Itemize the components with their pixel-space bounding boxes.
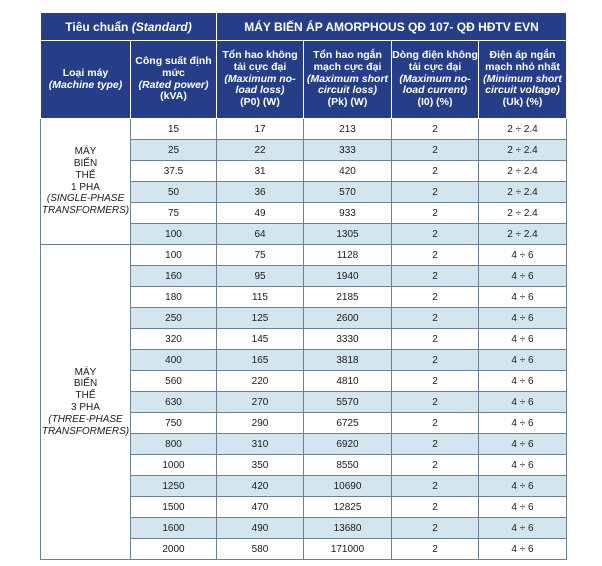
no-load-loss-cell: 470: [217, 497, 304, 518]
no-load-loss-cell: 115: [217, 287, 304, 308]
short-circuit-loss-cell: 10690: [304, 476, 392, 497]
no-load-loss-cell: 310: [217, 434, 304, 455]
short-circuit-loss-cell: 2600: [304, 308, 392, 329]
column-header-en: (Maximum short circuit loss): [306, 72, 389, 97]
short-circuit-loss-cell: 3330: [304, 329, 392, 350]
machine-type-line: MÁY: [74, 366, 97, 378]
machine-type-line: THẾ: [75, 169, 96, 181]
column-header-vn: Công suất định mức: [135, 55, 212, 79]
rated-power-cell: 750: [131, 413, 217, 434]
machine-type-line: THẾ: [75, 390, 96, 402]
no-load-current-cell: 2: [392, 497, 479, 518]
column-header-vn: Điện áp ngắn mạch nhỏ nhất: [485, 49, 560, 73]
column-header-vn: Tổn hao không tải cực đại: [222, 49, 298, 73]
short-circuit-loss-cell: 8550: [304, 455, 392, 476]
short-circuit-loss-cell: 933: [304, 203, 392, 224]
column-header-unit: (P0) (W): [240, 96, 280, 109]
rated-power-cell: 100: [131, 245, 217, 266]
short-circuit-loss-cell: 2185: [304, 287, 392, 308]
short-circuit-voltage-cell: 4 ÷ 6: [479, 497, 567, 518]
column-header-en: (Maximum no-load loss): [224, 72, 296, 97]
rated-power-cell: 25: [131, 140, 217, 161]
short-circuit-loss-cell: 5570: [304, 392, 392, 413]
no-load-loss-cell: 165: [217, 350, 304, 371]
short-circuit-voltage-cell: 2 ÷ 2.4: [479, 161, 567, 182]
rated-power-cell: 50: [131, 182, 217, 203]
short-circuit-voltage-cell: 4 ÷ 6: [479, 266, 567, 287]
column-header-en: (Rated power): [138, 78, 209, 91]
short-circuit-loss-cell: 12825: [304, 497, 392, 518]
no-load-current-cell: 2: [392, 455, 479, 476]
no-load-loss-cell: 22: [217, 140, 304, 161]
short-circuit-loss-cell: 6725: [304, 413, 392, 434]
table-title: MÁY BIẾN ÁP AMORPHOUS QĐ 107- QĐ HĐTV EVN: [217, 13, 567, 41]
no-load-current-cell: 2: [392, 371, 479, 392]
column-header-vn: Tổn hao ngắn mạch cực đại: [313, 49, 382, 73]
machine-type-line: 1 PHA: [71, 181, 100, 193]
no-load-loss-cell: 290: [217, 413, 304, 434]
short-circuit-voltage-cell: 2 ÷ 2.4: [479, 140, 567, 161]
short-circuit-loss-cell: 333: [304, 140, 392, 161]
rated-power-cell: 400: [131, 350, 217, 371]
rated-power-cell: 100: [131, 224, 217, 245]
rated-power-cell: 160: [131, 266, 217, 287]
machine-type-en-line: (THREE-PHASE: [48, 413, 123, 425]
standard-label-en: (Standard): [131, 19, 192, 34]
table-row: [41, 119, 567, 140]
no-load-current-cell: 2: [392, 266, 479, 287]
no-load-current-cell: 2: [392, 224, 479, 245]
short-circuit-voltage-cell: 4 ÷ 6: [479, 350, 567, 371]
rated-power-cell: 1500: [131, 497, 217, 518]
no-load-current-cell: 2: [392, 350, 479, 371]
no-load-loss-cell: 220: [217, 371, 304, 392]
rated-power-cell: 1250: [131, 476, 217, 497]
rated-power-cell: 1000: [131, 455, 217, 476]
rated-power-cell: 2000: [131, 539, 217, 560]
machine-type-cell-2: [41, 245, 131, 560]
standard-label-cell: [41, 13, 217, 41]
machine-type-line: BIẾN: [73, 378, 98, 390]
no-load-current-cell: 2: [392, 476, 479, 497]
column-header-unit: (Uk) (%): [502, 96, 543, 109]
no-load-current-cell: 2: [392, 245, 479, 266]
spec-table-wrapper: [40, 12, 567, 560]
column-header-3: [217, 41, 304, 119]
transformer-spec-table: [40, 12, 567, 560]
rated-power-cell: 37.5: [131, 161, 217, 182]
column-header-en: (Machine type): [48, 78, 123, 91]
short-circuit-loss-cell: 6920: [304, 434, 392, 455]
no-load-current-cell: 2: [392, 119, 479, 140]
short-circuit-voltage-cell: 4 ÷ 6: [479, 371, 567, 392]
short-circuit-voltage-cell: 4 ÷ 6: [479, 434, 567, 455]
column-header-unit: (I0) (%): [417, 96, 453, 109]
no-load-current-cell: 2: [392, 308, 479, 329]
short-circuit-loss-cell: 420: [304, 161, 392, 182]
machine-type-en-line: TRANSFORMERS): [41, 205, 130, 217]
table-row: [41, 245, 567, 266]
short-circuit-loss-cell: 570: [304, 182, 392, 203]
machine-type-en-line: (SINGLE-PHASE: [46, 193, 125, 205]
header-row-top: [41, 13, 567, 41]
short-circuit-voltage-cell: 4 ÷ 6: [479, 287, 567, 308]
no-load-loss-cell: 31: [217, 161, 304, 182]
column-header-en: (Maximum no-load current): [399, 72, 471, 97]
machine-type-cell-1: [41, 119, 131, 245]
short-circuit-voltage-cell: 4 ÷ 6: [479, 455, 567, 476]
rated-power-cell: 250: [131, 308, 217, 329]
rated-power-cell: 560: [131, 371, 217, 392]
rated-power-cell: 180: [131, 287, 217, 308]
no-load-loss-cell: 145: [217, 329, 304, 350]
short-circuit-loss-cell: 1305: [304, 224, 392, 245]
short-circuit-voltage-cell: 4 ÷ 6: [479, 245, 567, 266]
rated-power-cell: 800: [131, 434, 217, 455]
no-load-loss-cell: 95: [217, 266, 304, 287]
machine-type-en-line: TRANSFORMERS): [41, 425, 130, 437]
short-circuit-loss-cell: 171000: [304, 539, 392, 560]
rated-power-cell: 15: [131, 119, 217, 140]
short-circuit-loss-cell: 13680: [304, 518, 392, 539]
table-body: [41, 119, 567, 560]
column-header-2: [131, 41, 217, 119]
rated-power-cell: 320: [131, 329, 217, 350]
short-circuit-voltage-cell: 2 ÷ 2.4: [479, 182, 567, 203]
machine-type-line: MÁY: [74, 146, 97, 158]
no-load-loss-cell: 270: [217, 392, 304, 413]
short-circuit-loss-cell: 1128: [304, 245, 392, 266]
no-load-current-cell: 2: [392, 161, 479, 182]
short-circuit-voltage-cell: 4 ÷ 6: [479, 308, 567, 329]
no-load-loss-cell: 75: [217, 245, 304, 266]
no-load-loss-cell: 49: [217, 203, 304, 224]
no-load-loss-cell: 350: [217, 455, 304, 476]
short-circuit-voltage-cell: 4 ÷ 6: [479, 329, 567, 350]
rated-power-cell: 1600: [131, 518, 217, 539]
short-circuit-loss-cell: 4810: [304, 371, 392, 392]
no-load-current-cell: 2: [392, 518, 479, 539]
column-header-vn: Loại máy: [62, 66, 109, 79]
short-circuit-loss-cell: 3818: [304, 350, 392, 371]
no-load-current-cell: 2: [392, 413, 479, 434]
no-load-loss-cell: 125: [217, 308, 304, 329]
column-header-unit: (kVA): [160, 90, 187, 103]
no-load-loss-cell: 490: [217, 518, 304, 539]
header-row-columns: [41, 41, 567, 119]
no-load-current-cell: 2: [392, 539, 479, 560]
short-circuit-loss-cell: 1940: [304, 266, 392, 287]
machine-type-line: 3 PHA: [71, 402, 100, 413]
no-load-current-cell: 2: [392, 434, 479, 455]
no-load-loss-cell: 64: [217, 224, 304, 245]
no-load-loss-cell: 420: [217, 476, 304, 497]
column-header-vn: Dòng điện không tải cực đại: [392, 49, 478, 73]
short-circuit-voltage-cell: 2 ÷ 2.4: [479, 119, 567, 140]
short-circuit-voltage-cell: 4 ÷ 6: [479, 392, 567, 413]
no-load-current-cell: 2: [392, 203, 479, 224]
column-header-6: [479, 41, 567, 119]
column-header-5: [392, 41, 479, 119]
rated-power-cell: 630: [131, 392, 217, 413]
column-header-4: [304, 41, 392, 119]
machine-type-line: BIẾN: [73, 157, 98, 169]
no-load-current-cell: 2: [392, 140, 479, 161]
no-load-current-cell: 2: [392, 392, 479, 413]
short-circuit-voltage-cell: 2 ÷ 2.4: [479, 224, 567, 245]
no-load-loss-cell: 580: [217, 539, 304, 560]
no-load-current-cell: 2: [392, 182, 479, 203]
short-circuit-loss-cell: 213: [304, 119, 392, 140]
short-circuit-voltage-cell: 4 ÷ 6: [479, 518, 567, 539]
column-header-unit: (Pk) (W): [327, 96, 368, 109]
no-load-current-cell: 2: [392, 287, 479, 308]
no-load-loss-cell: 36: [217, 182, 304, 203]
column-header-en: (Minimum short circuit voltage): [483, 72, 562, 97]
column-header-1: [41, 41, 131, 119]
short-circuit-voltage-cell: 2 ÷ 2.4: [479, 203, 567, 224]
short-circuit-voltage-cell: 4 ÷ 6: [479, 476, 567, 497]
short-circuit-voltage-cell: 4 ÷ 6: [479, 413, 567, 434]
standard-label: Tiêu chuẩn: [65, 19, 129, 34]
rated-power-cell: 75: [131, 203, 217, 224]
short-circuit-voltage-cell: 4 ÷ 6: [479, 539, 567, 560]
no-load-current-cell: 2: [392, 329, 479, 350]
no-load-loss-cell: 17: [217, 119, 304, 140]
